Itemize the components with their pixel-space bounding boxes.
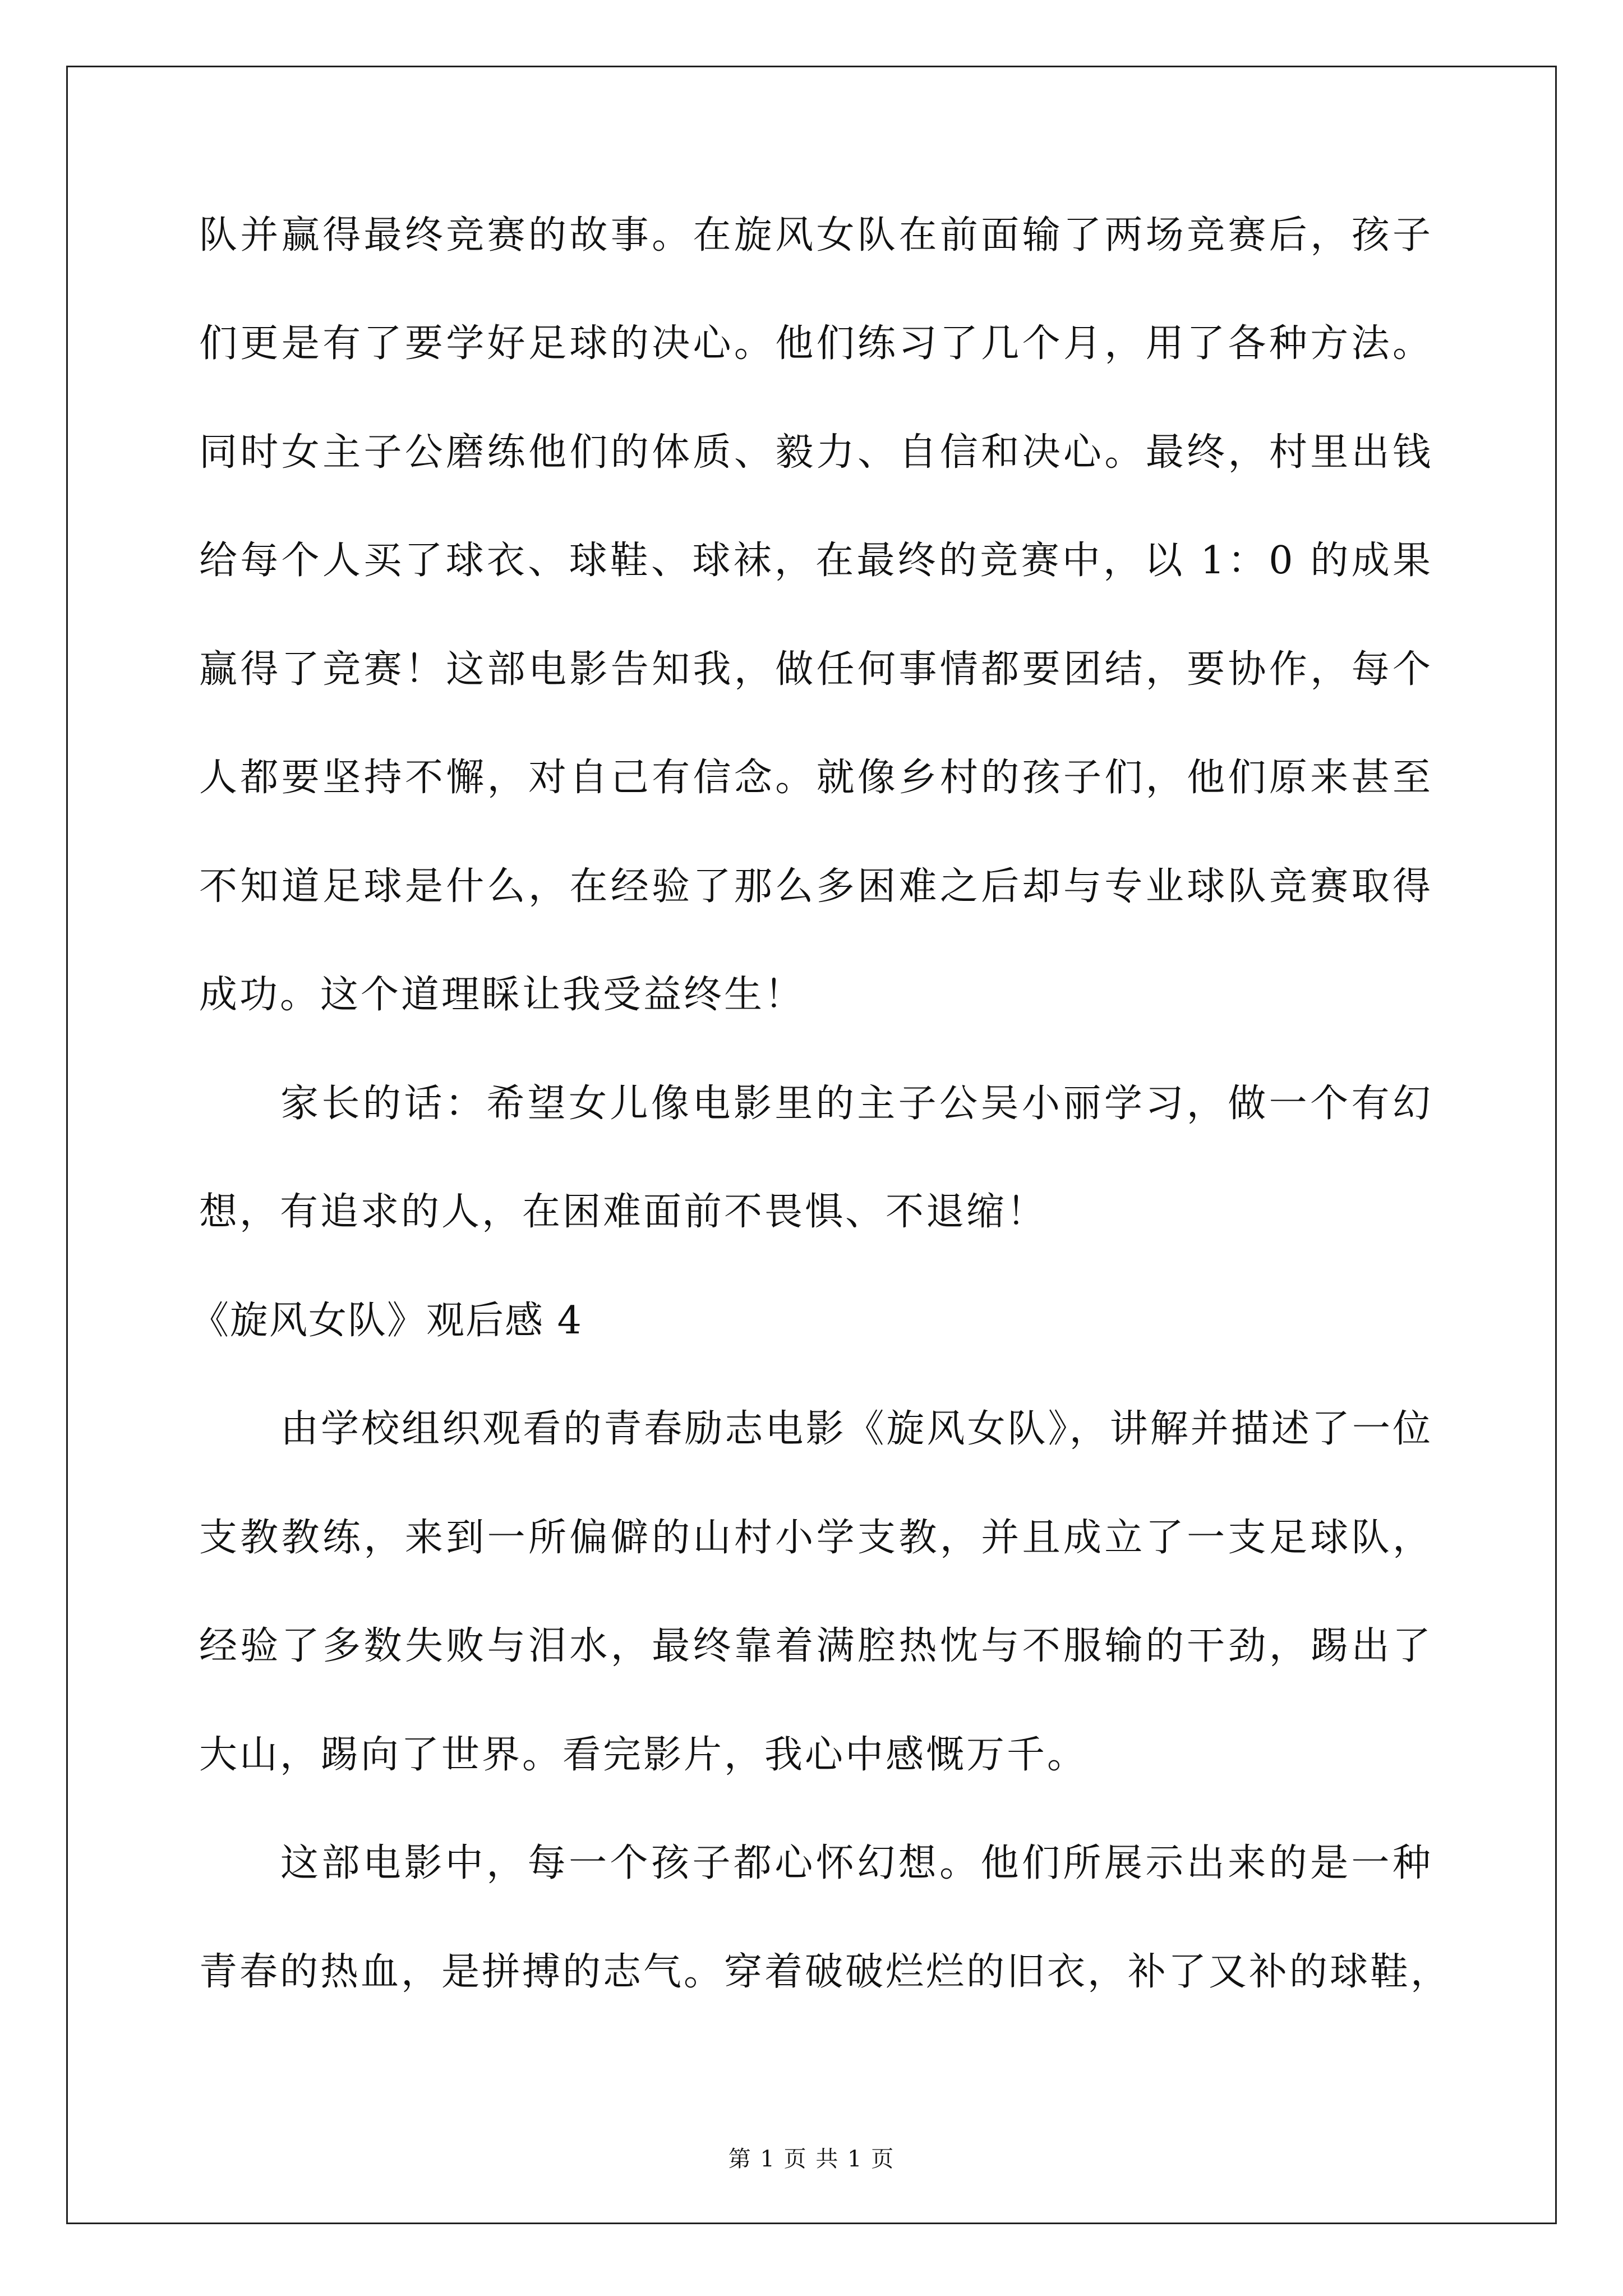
section-heading: 《旋风女队》观后感 4 [191,1299,583,1343]
text-line: 经验了多数失败与泪水，最终靠着满腔热忱与不服输的干劲，踢出了 [199,1624,1433,1668]
text-line: 人都要坚持不懈，对自己有信念。就像乡村的孩子们，他们原来甚至 [199,756,1433,800]
text-line: 青春的热血，是拼搏的志气。穿着破破烂烂的旧衣，补了又补的球鞋， [199,1950,1451,1994]
text-line: 大山，踢向了世界。看完影片，我心中感慨万千。 [199,1733,1088,1777]
text-line: 由学校组织观看的青春励志电影《旋风女队》，讲解并描述了一位 [280,1407,1433,1451]
text-line: 支教教练，来到一所偏僻的山村小学支教，并且成立了一支足球队， [199,1516,1433,1560]
page-border [66,66,1557,2224]
text-line: 成功。这个道理睬让我受益终生！ [199,973,805,1017]
text-line: 家长的话：希望女儿像电影里的主子公吴小丽学习，做一个有幻 [280,1082,1433,1126]
text-line: 赢得了竞赛！这部电影告知我，做任何事情都要团结，要协作，每个 [199,647,1433,692]
text-line: 队并赢得最终竞赛的故事。在旋风女队在前面输了两场竞赛后，孩子 [199,213,1433,257]
text-line: 想，有追求的人，在困难面前不畏惧、不退缩！ [199,1190,1048,1234]
page-number-footer: 第 1 页 共 1 页 [728,2146,895,2172]
text-line: 同时女主子公磨练他们的体质、毅力、自信和决心。最终，村里出钱 [199,430,1433,475]
text-line: 不知道足球是什么，在经验了那么多困难之后却与专业球队竞赛取得 [199,864,1433,909]
text-line: 这部电影中，每一个孩子都心怀幻想。他们所展示出来的是一种 [280,1841,1433,1885]
text-line: 们更是有了要学好足球的决心。他们练习了几个月，用了各种方法。 [199,321,1433,366]
text-line: 给每个人买了球衣、球鞋、球袜，在最终的竞赛中，以 1：0 的成果 [199,539,1433,583]
